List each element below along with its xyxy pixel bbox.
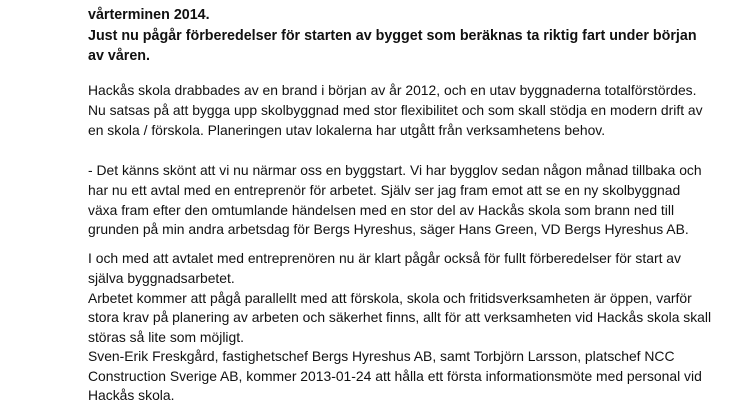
paragraph-line: Sven-Erik Freskgård, fastighetschef Bergs Hyreshus AB, samt Torbjörn Larsson, platschef NCC bbox=[88, 348, 675, 364]
paragraph-line: stora krav på planering av arbeten och säkerhet finns, allt för att verksamheten vid Hackås skola skall bbox=[88, 309, 712, 325]
paragraph-line: Arbetet kommer att pågå parallellt med att förskola, skola och fritidsverksamheten är öppen, varför bbox=[88, 290, 692, 306]
paragraph-line: Nu satsas på att bygga upp skolbyggnad med stor flexibilitet och som skall stödja en modern drift av bbox=[88, 102, 703, 118]
paragraph-line: grunden på min andra arbetsdag för Bergs Hyreshus, säger Hans Green, VD Bergs Hyreshus AB. bbox=[88, 221, 689, 237]
paragraph-line: har nu ett avtal med en entreprenör för arbetet. Själv ser jag fram emot att se en ny skolbyggnad bbox=[88, 182, 681, 198]
paragraph-line: I och med att avtalet med entreprenören nu är klart pågår också för fullt förberedelser för start av bbox=[88, 250, 681, 266]
lead-line: vårterminen 2014. bbox=[88, 7, 210, 23]
paragraph-line: Hackås skola. bbox=[88, 387, 175, 403]
paragraph-line: en skola / förskola. Planeringen utav lokalerna har utgått från verksamhetens behov. bbox=[88, 122, 606, 138]
paragraph-line: störas så lite som möjligt. bbox=[88, 329, 244, 345]
paragraph-line: själva byggnadsarbetet. bbox=[88, 270, 235, 286]
paragraph-line: - Det känns skönt att vi nu närmar oss en byggstart. Vi har bygglov sedan någon månad tillbaka och bbox=[88, 162, 702, 178]
lead-line: av våren. bbox=[88, 48, 150, 64]
paragraph-line: Construction Sverige AB, kommer 2013-01-24 att hålla ett första informationsmöte med personal vid bbox=[88, 368, 702, 384]
paragraph-line: växa fram efter den omtumlande händelsen med en stor del av Hackås skola som brann ned till bbox=[88, 202, 675, 218]
paragraph-line: Hackås skola drabbades av en brand i början av år 2012, och en utav byggnaderna totalförstördes. bbox=[88, 82, 697, 98]
lead-line: Just nu pågår förberedelser för starten av bygget som beräknas ta riktig fart under början bbox=[88, 28, 697, 44]
